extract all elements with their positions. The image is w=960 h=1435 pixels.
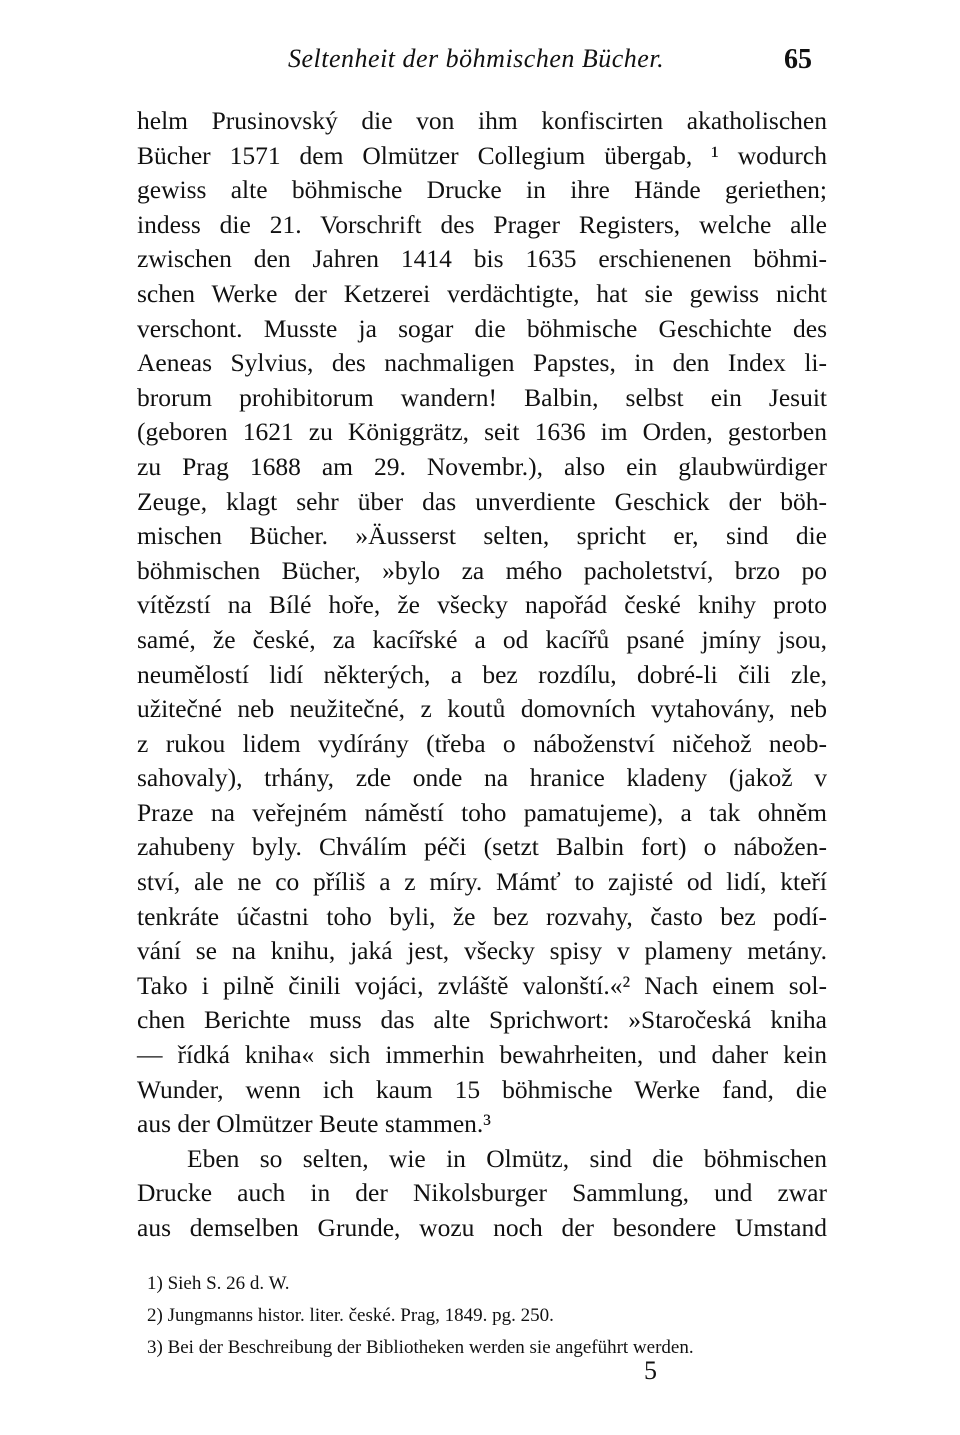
page-number: 65: [784, 44, 812, 75]
footnotes: [147, 1268, 837, 1364]
text-line: helm Prusinovský die von ihm konfiscirten akatholischen: [137, 106, 827, 135]
text-line: mischen Bücher. »Äusserst selten, spricht er, sind die: [137, 521, 827, 551]
text-line: tenkráte účastni toho byli, že bez rozvahy, často bez podí-: [137, 901, 827, 931]
text-line: indess die 21. Vorschrift des Prager Registers, welche alle: [137, 209, 827, 239]
text-line: zu Prag 1688 am 29. Novembr.), also ein glaubwürdiger: [137, 451, 827, 481]
text-line: verschont. Musste ja sogar die böhmische Geschichte des: [137, 313, 827, 343]
text-line: Bücher 1571 dem Olmützer Collegium übergab, ¹ wodurch: [137, 140, 827, 170]
text-line: brorum prohibitorum wandern! Balbin, selbst ein Jesuit: [137, 382, 827, 412]
text-line: böhmischen Bücher, »bylo za mého pacholetství, brzo po: [137, 555, 827, 585]
text-line: ství, ale ne co příliš a z míry. Mámť to zajisté od lidí, kteří: [137, 867, 827, 897]
text-line: aus demselben Grunde, wozu noch der besondere Umstand: [137, 1213, 827, 1242]
text-line: gewiss alte böhmische Drucke in ihre Hände geriethen;: [137, 175, 827, 205]
text-line: samé, že české, za kacířské a od kacířů psané jmíny jsou,: [137, 624, 827, 654]
text-line: zahubeny byly. Chválím péči (setzt Balbin fort) o nábožen-: [137, 832, 827, 862]
text-line: neumělostí lidí některých, a bez rozdílu, dobré-li čili zle,: [137, 659, 827, 689]
text-line: užitečné neb neužitečné, z koutů domovních vytahovány, neb: [137, 694, 827, 724]
text-line: Tako i pilně činili vojáci, zvláště valonští.«² Nach einem sol-: [137, 970, 827, 1000]
body-text: [137, 104, 827, 1246]
paragraph-start-line: Eben so selten, wie in Olmütz, sind die böhmischen: [187, 1143, 827, 1173]
text-line: — řídká kniha« sich immerhin bewahrheiten, und daher kein: [137, 1040, 827, 1070]
text-line: schen Werke der Ketzerei verdächtigte, hat sie gewiss nicht: [137, 278, 827, 308]
text-line: Praze na veřejném náměstí toho pamatujeme), a tak ohněm: [137, 797, 827, 827]
text-line: sahovaly), trhány, zde onde na hranice kladeny (jakož v: [137, 763, 827, 793]
text-line: Wunder, wenn ich kaum 15 böhmische Werke fand, die: [137, 1074, 827, 1104]
text-line: Zeuge, klagt sehr über das unverdiente Geschick der böh-: [137, 486, 827, 516]
text-line: vítězstí na Bílé hoře, že všecky napořád české knihy proto: [137, 590, 827, 620]
footnote: 3) Bei der Beschreibung der Bibliotheken werden sie angeführt werden.: [147, 1337, 694, 1358]
running-title: Seltenheit der böhmischen Bücher.: [288, 44, 665, 73]
text-line: Aeneas Sylvius, des nachmaligen Papstes, in den Index li-: [137, 348, 827, 378]
footnote: 1) Sieh S. 26 d. W.: [147, 1273, 290, 1294]
paragraph-end-line: aus der Olmützer Beute stammen.³: [137, 1109, 491, 1139]
signature-mark: 5: [644, 1356, 657, 1385]
text-line: (geboren 1621 zu Königgrätz, seit 1636 im Orden, gestorben: [137, 417, 827, 447]
text-line: vání se na knihu, jaká jest, všecky spisy v plameny metány.: [137, 936, 827, 966]
footnote: 2) Jungmanns histor. liter. české. Prag, 1849. pg. 250.: [147, 1305, 554, 1326]
text-line: chen Berichte muss das alte Sprichwort: »Staročeská kniha: [137, 1005, 827, 1035]
text-line: z rukou lidem vydírány (třeba o náboženství ničehož neob-: [137, 728, 827, 758]
running-header: [0, 44, 960, 84]
text-line: Drucke auch in der Nikolsburger Sammlung, und zwar: [137, 1178, 827, 1208]
text-line: zwischen den Jahren 1414 bis 1635 erschienenen böhmi-: [137, 244, 827, 274]
